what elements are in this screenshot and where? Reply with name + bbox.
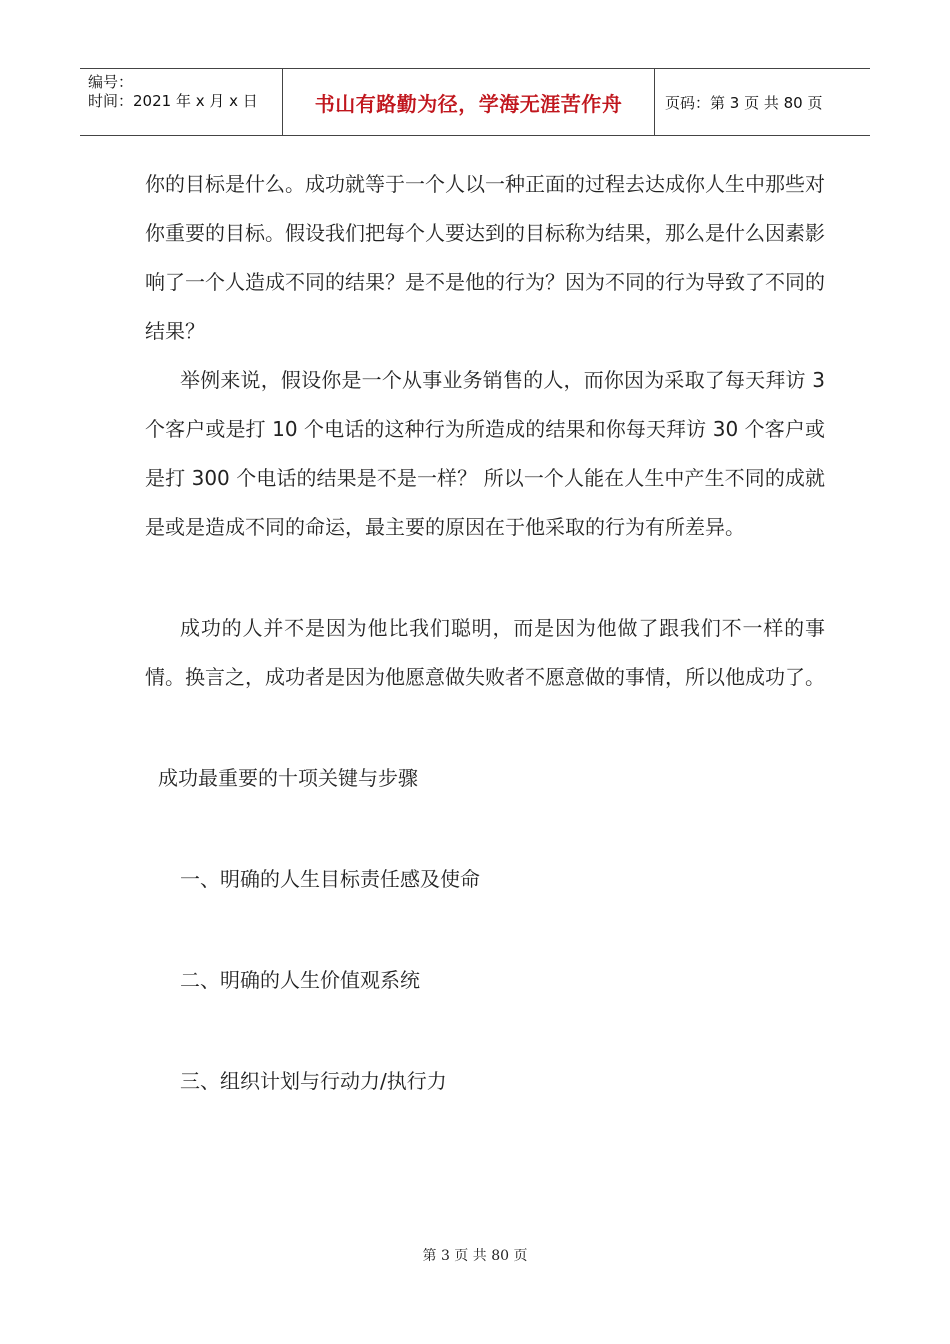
- body-paragraph-3: 成功的人并不是因为他比我们聪明，而是因为他做了跟我们不一样的事情。换言之，成功者是因为他愿意做失败者不愿意做的事情，所以他成功了。: [145, 616, 825, 689]
- header-motto: 书山有路勤为径，学海无涯苦作舟: [282, 69, 655, 135]
- page-header: [80, 68, 870, 136]
- list-item-1: 一、明确的人生目标责任感及使命: [180, 867, 480, 891]
- paragraph-spacer: [145, 552, 825, 604]
- header-page-info: 页码：第 3 页 共 80 页: [665, 93, 823, 112]
- section-heading: 成功最重要的十项关键与步骤: [158, 766, 418, 790]
- paragraph-spacer: [145, 803, 825, 855]
- document-date: 时间：2021 年 x 月 x 日: [88, 92, 258, 110]
- document-body: [145, 160, 825, 1106]
- paragraph-spacer: [145, 904, 825, 956]
- paragraph-spacer: [145, 1005, 825, 1057]
- list-item-2: 二、明确的人生价值观系统: [180, 968, 420, 992]
- document-number-label: 编号：: [88, 73, 134, 91]
- header-meta: [80, 69, 282, 135]
- page-footer: 第 3 页 共 80 页: [422, 1248, 528, 1264]
- body-paragraph-2: 举例来说，假设你是一个从事业务销售的人，而你因为采取了每天拜访 3 个客户或是打 10 个电话的这种行为所造成的结果和你每天拜访 30 个客户或是打 300 个电话的结果是不是一样？ 所以一个人能在人生中产生不同的成就是或是造成不同的命运，最主要的原因在于他采取的行为有所差异。: [145, 368, 825, 539]
- paragraph-spacer: [145, 702, 825, 754]
- list-item-3: 三、组织计划与行动力/执行力: [180, 1069, 447, 1093]
- body-paragraph-1: 你的目标是什么。成功就等于一个人以一种正面的过程去达成你人生中那些对你重要的目标。假设我们把每个人要达到的目标称为结果，那么是什么因素影响了一个人造成不同的结果？是不是他的行为？因为不同的行为导致了不同的结果？: [145, 172, 825, 343]
